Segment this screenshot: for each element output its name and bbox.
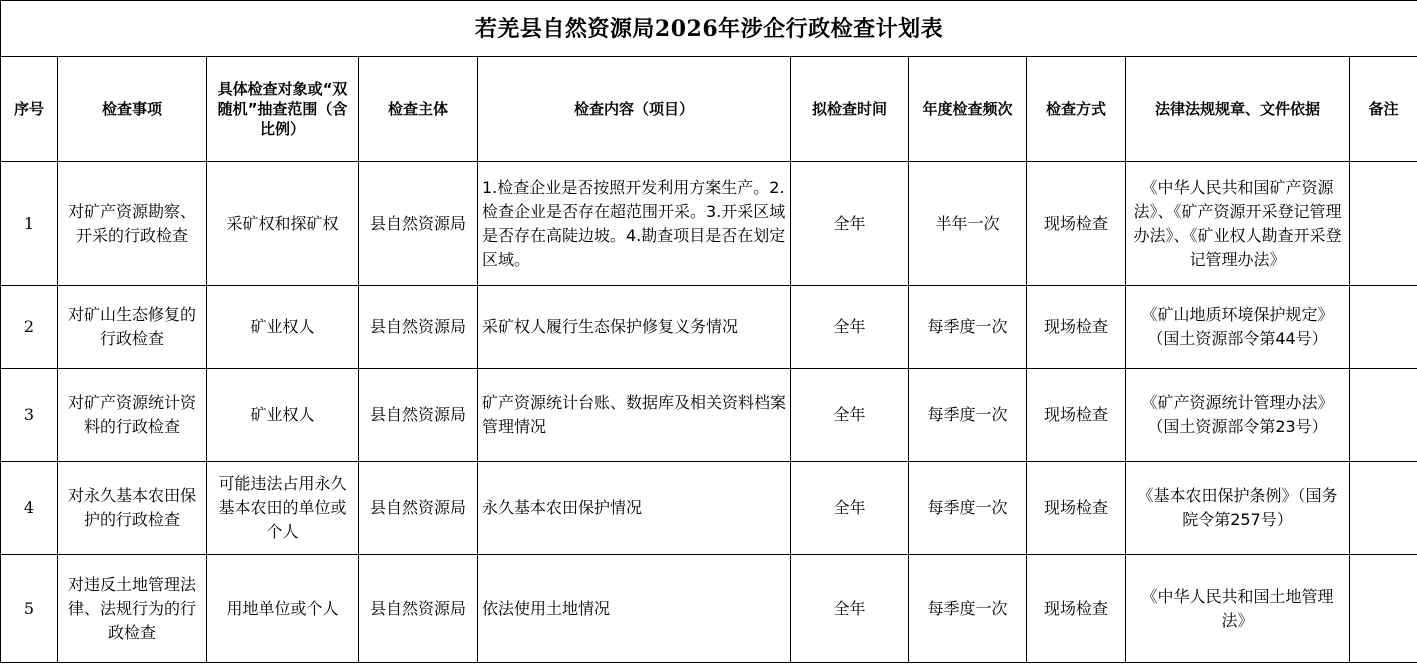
header-serial: 序号 [1,57,58,162]
row-content: 永久基本农田保护情况 [478,462,791,555]
row-basis: 《中华人民共和国矿产资源法》、《矿产资源开采登记管理办法》、《矿业权人勘查开采登记管理办法》 [1126,162,1350,286]
row-method: 现场检查 [1027,462,1126,555]
header-method: 检查方式 [1027,57,1126,162]
row-subject: 县自然资源局 [359,162,478,286]
row-frequency: 半年一次 [909,162,1027,286]
row-frequency: 每季度一次 [909,462,1027,555]
row-scope: 可能违法占用永久基本农田的单位或个人 [207,462,359,555]
header-item: 检查事项 [58,57,207,162]
table-row [1,555,1417,663]
table-row [1,162,1417,286]
row-subject: 县自然资源局 [359,555,478,663]
header-note: 备注 [1350,57,1417,162]
row-item: 对矿山生态修复的行政检查 [58,286,207,369]
row-scope: 用地单位或个人 [207,555,359,663]
header-time: 拟检查时间 [791,57,909,162]
page-title: 若羌县自然资源局2026年涉企行政检查计划表 [1,1,1417,57]
row-note [1350,162,1417,286]
row-serial: 5 [1,555,58,663]
row-basis: 《矿产资源统计管理办法》（国土资源部令第23号） [1126,369,1350,462]
row-content: 1.检查企业是否按照开发利用方案生产。2.检查企业是否存在超范围开采。3.开采区域是否存在高陡边坡。4.勘查项目是否在划定区域。 [478,162,791,286]
row-subject: 县自然资源局 [359,369,478,462]
row-time: 全年 [791,286,909,369]
row-scope: 采矿权和探矿权 [207,162,359,286]
row-serial: 2 [1,286,58,369]
row-frequency: 每季度一次 [909,369,1027,462]
row-serial: 4 [1,462,58,555]
row-item: 对矿产资源统计资料的行政检查 [58,369,207,462]
row-method: 现场检查 [1027,369,1126,462]
row-time: 全年 [791,462,909,555]
row-frequency: 每季度一次 [909,555,1027,663]
header-scope: 具体检查对象或“双随机”抽查范围（含比例） [207,57,359,162]
row-scope: 矿业权人 [207,286,359,369]
row-basis: 《基本农田保护条例》（国务院令第257号） [1126,462,1350,555]
table-row [1,462,1417,555]
row-item: 对违反土地管理法律、法规行为的行政检查 [58,555,207,663]
row-basis: 《矿山地质环境保护规定》（国土资源部令第44号） [1126,286,1350,369]
row-content: 依法使用土地情况 [478,555,791,663]
row-subject: 县自然资源局 [359,286,478,369]
table-row [1,286,1417,369]
row-serial: 1 [1,162,58,286]
header-content: 检查内容（项目） [478,57,791,162]
row-note [1350,369,1417,462]
row-note [1350,286,1417,369]
row-content: 矿产资源统计台账、数据库及相关资料档案管理情况 [478,369,791,462]
row-method: 现场检查 [1027,162,1126,286]
row-time: 全年 [791,162,909,286]
row-frequency: 每季度一次 [909,286,1027,369]
row-method: 现场检查 [1027,555,1126,663]
header-basis: 法律法规规章、文件依据 [1126,57,1350,162]
header-frequency: 年度检查频次 [909,57,1027,162]
row-item: 对矿产资源勘察、开采的行政检查 [58,162,207,286]
row-note [1350,462,1417,555]
row-basis: 《中华人民共和国土地管理法》 [1126,555,1350,663]
row-note [1350,555,1417,663]
table-row [1,369,1417,462]
row-method: 现场检查 [1027,286,1126,369]
row-content: 采矿权人履行生态保护修复义务情况 [478,286,791,369]
row-scope: 矿业权人 [207,369,359,462]
row-time: 全年 [791,369,909,462]
header-subject: 检查主体 [359,57,478,162]
row-item: 对永久基本农田保护的行政检查 [58,462,207,555]
row-time: 全年 [791,555,909,663]
row-subject: 县自然资源局 [359,462,478,555]
row-serial: 3 [1,369,58,462]
